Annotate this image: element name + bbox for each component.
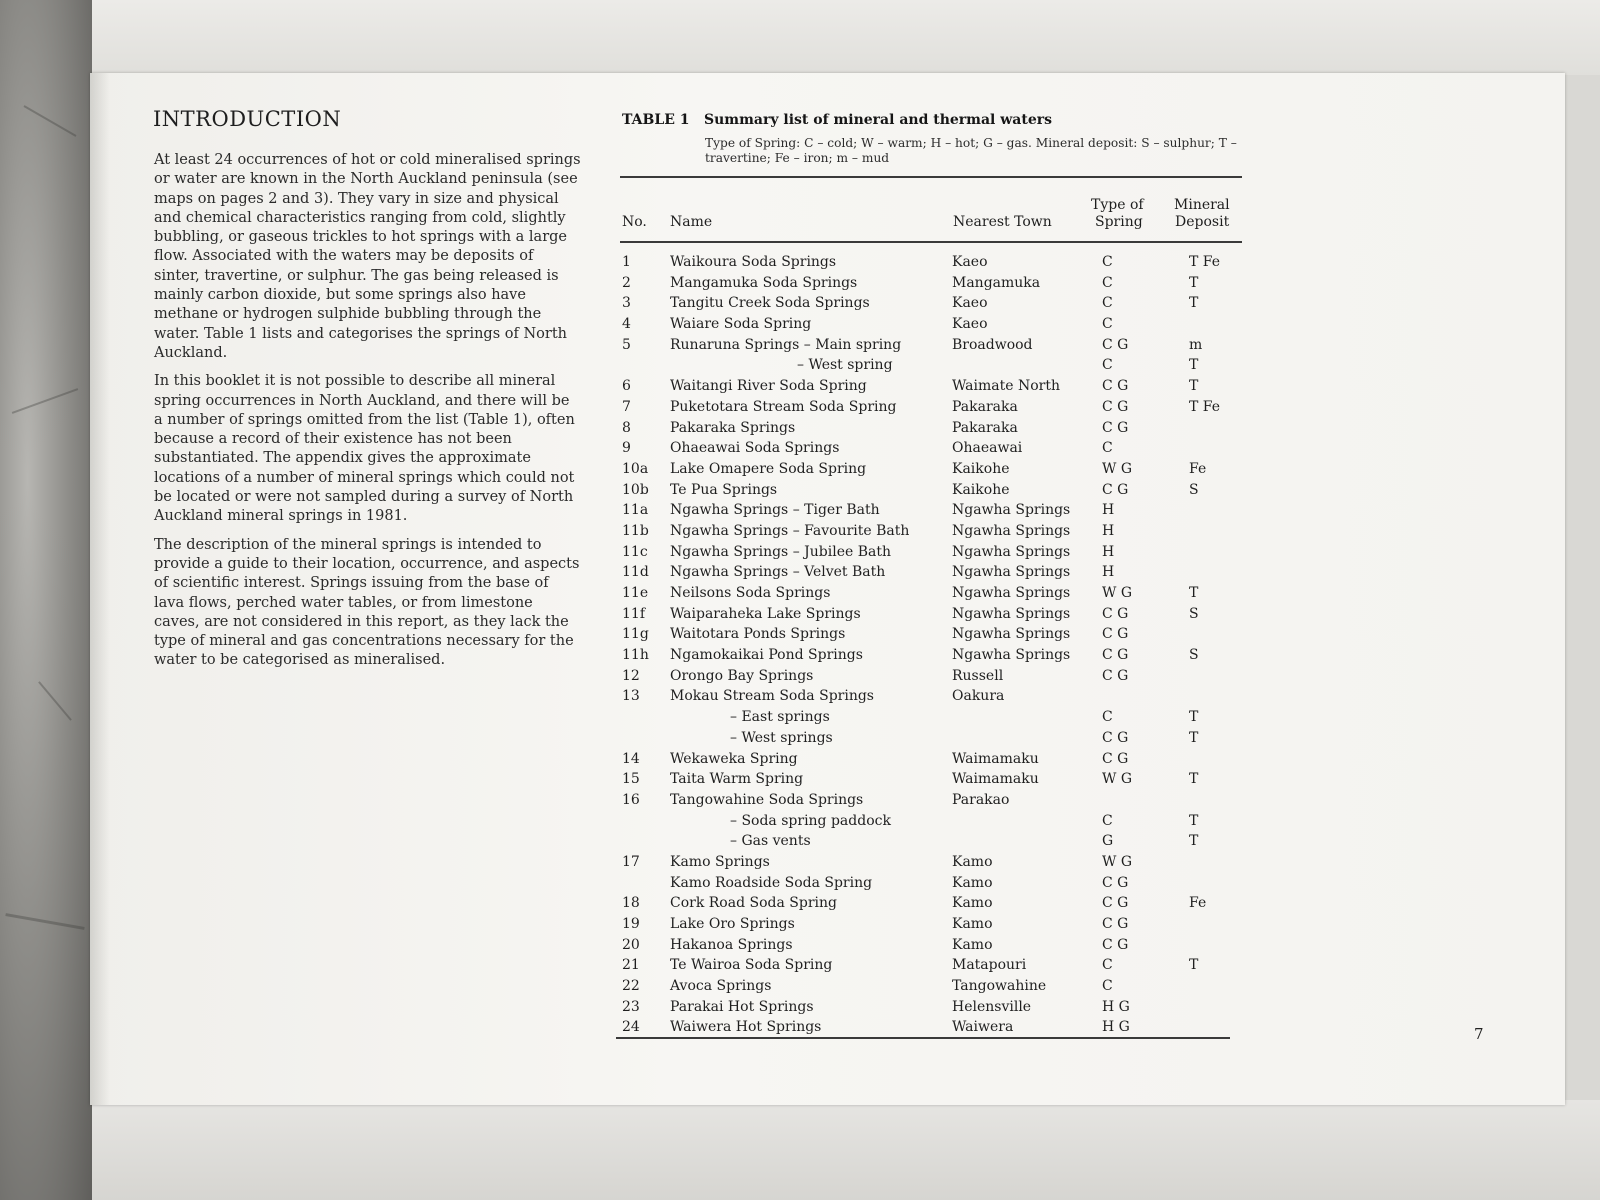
cell-number: 11c <box>622 543 648 560</box>
table-row <box>622 852 1242 873</box>
cell-nearest-town: Kamo <box>952 853 993 870</box>
cell-number: 10a <box>622 460 649 477</box>
cell-nearest-town: Kamo <box>952 874 993 891</box>
cell-name: Mokau Stream Soda Springs <box>670 688 874 705</box>
cell-spring-type: H <box>1102 543 1115 560</box>
cell-spring-type: C G <box>1102 336 1129 353</box>
cell-number: 20 <box>622 936 640 953</box>
table-row <box>622 997 1242 1018</box>
cell-nearest-town: Waimamaku <box>952 750 1039 767</box>
cell-name: Ngawha Springs – Favourite Bath <box>670 522 910 539</box>
cell-nearest-town: Russell <box>952 667 1004 684</box>
table-row <box>622 790 1242 811</box>
cell-nearest-town: Ngawha Springs <box>952 647 1071 664</box>
table-row <box>622 252 1242 273</box>
cell-nearest-town: Kaeo <box>952 254 988 270</box>
table-row <box>622 583 1242 604</box>
cell-name: Pakaraka Springs <box>670 419 796 436</box>
cell-number: 1 <box>622 254 631 270</box>
cell-name: Te Wairoa Soda Spring <box>670 957 833 974</box>
cell-number: 12 <box>622 667 640 684</box>
table-row <box>622 749 1242 770</box>
cell-name: Mangamuka Soda Springs <box>670 274 858 291</box>
cell-name: Puketotara Stream Soda Spring <box>670 398 897 415</box>
cell-name: Kamo Springs <box>670 853 770 870</box>
cell-spring-type: C G <box>1102 647 1129 664</box>
cell-number: 11b <box>622 522 649 539</box>
cell-number: 10b <box>622 481 649 498</box>
cell-spring-type: C <box>1102 957 1113 974</box>
cell-spring-type: C <box>1102 254 1113 270</box>
cell-spring-type: C <box>1102 295 1113 312</box>
table-top-rule <box>620 176 1242 178</box>
cell-number: 22 <box>622 978 640 995</box>
table-row <box>622 769 1242 790</box>
cell-nearest-town: Kamo <box>952 895 993 912</box>
cell-spring-type: C <box>1102 709 1113 726</box>
cell-name: Avoca Springs <box>670 978 772 995</box>
cell-number: 7 <box>622 398 631 415</box>
table-row <box>622 397 1242 418</box>
cell-spring-type: C <box>1102 812 1113 829</box>
table-row <box>622 418 1242 439</box>
header-deposit-line2: Deposit <box>1175 214 1230 230</box>
cell-mineral-deposit: T <box>1189 378 1199 395</box>
table-body <box>622 252 1242 1038</box>
cell-number: 11h <box>622 647 649 664</box>
table-caption: Type of Spring: C – cold; W – warm; H – hot; G – gas. Mineral deposit: S – sulphur; T – travertine; Fe – iron; m – mud <box>705 136 1237 165</box>
table-row <box>622 542 1242 563</box>
table-row <box>622 831 1242 852</box>
cell-spring-type: W G <box>1102 585 1133 601</box>
cell-nearest-town: Helensville <box>952 998 1032 1015</box>
cell-name: Ngawha Springs – Velvet Bath <box>670 564 886 581</box>
table-title <box>622 112 1052 128</box>
cell-number: 19 <box>622 916 640 932</box>
book-page <box>90 73 1565 1105</box>
cell-name: – East springs <box>730 709 830 726</box>
cell-mineral-deposit: T <box>1189 729 1199 746</box>
cell-mineral-deposit: T <box>1189 274 1199 291</box>
cell-spring-type: C G <box>1102 626 1129 643</box>
table-row <box>622 355 1242 376</box>
cell-spring-type: W G <box>1102 460 1133 477</box>
cell-name: Wekaweka Spring <box>670 750 798 767</box>
table-row <box>622 624 1242 645</box>
cell-name: Lake Omapere Soda Spring <box>670 460 867 477</box>
cell-nearest-town: Kaeo <box>952 316 988 333</box>
cell-number: 6 <box>622 378 631 395</box>
table-row <box>622 955 1242 976</box>
cell-spring-type: C <box>1102 978 1113 995</box>
cell-name: Te Pua Springs <box>670 481 778 498</box>
cell-name: Waiparaheka Lake Springs <box>670 605 861 622</box>
cell-mineral-deposit: T Fe <box>1189 398 1221 415</box>
table-bottom-rule <box>616 1037 1230 1039</box>
cell-nearest-town: Mangamuka <box>952 274 1041 291</box>
cell-number: 16 <box>622 791 640 808</box>
header-type-line1: Type of <box>1091 197 1144 213</box>
cell-spring-type: C G <box>1102 481 1129 498</box>
cell-nearest-town: Ngawha Springs <box>952 543 1071 560</box>
table-row <box>622 314 1242 335</box>
cell-spring-type: C G <box>1102 874 1129 891</box>
table-row <box>622 914 1242 935</box>
cell-nearest-town: Pakaraka <box>952 419 1018 436</box>
background-top <box>0 0 1600 75</box>
cell-nearest-town: Oakura <box>952 688 1005 705</box>
cell-number: 15 <box>622 771 640 788</box>
cell-nearest-town: Ngawha Springs <box>952 522 1071 539</box>
cell-spring-type: C G <box>1102 729 1129 746</box>
cell-mineral-deposit: S <box>1189 481 1199 498</box>
facing-page-photo <box>0 0 92 1200</box>
cell-mineral-deposit: T <box>1189 295 1199 312</box>
cell-nearest-town: Tangowahine <box>952 978 1047 995</box>
cell-nearest-town: Waiwera <box>952 1019 1014 1036</box>
cell-spring-type: H G <box>1102 1019 1130 1036</box>
cell-number: 14 <box>622 750 640 767</box>
intro-paragraph-3: The description of the mineral springs is intended to provide a guide to their location, occurrence, and aspects of scientific interest. Springs issuing from the base of lava flows, perched water tables, or from limestone caves, are not considered in this report, as they lack the type of mineral and gas concentrations necessary for the water to be categorised as mineralised. <box>154 536 580 669</box>
cell-nearest-town: Ngawha Springs <box>952 564 1071 581</box>
cell-name: Tangowahine Soda Springs <box>670 791 864 808</box>
cell-name: – Gas vents <box>730 833 811 850</box>
cell-name: Ngawha Springs – Jubilee Bath <box>670 543 891 560</box>
cell-spring-type: C G <box>1102 398 1129 415</box>
table-row <box>622 521 1242 542</box>
cell-name: Runaruna Springs – Main spring <box>670 336 902 353</box>
table-row <box>622 500 1242 521</box>
cell-spring-type: C <box>1102 316 1113 333</box>
cell-nearest-town: Kaeo <box>952 295 988 312</box>
cell-mineral-deposit: T <box>1189 357 1199 374</box>
cell-name: Waiare Soda Spring <box>670 316 812 333</box>
cell-name: Waikoura Soda Springs <box>670 254 837 270</box>
cell-spring-type: C G <box>1102 605 1129 622</box>
table-row <box>622 686 1242 707</box>
cell-name: Waitotara Ponds Springs <box>670 626 846 643</box>
cell-spring-type: C G <box>1102 378 1129 395</box>
page-number: 7 <box>1474 1025 1484 1043</box>
cell-number: 13 <box>622 688 640 705</box>
cell-number: 11a <box>622 502 649 519</box>
cell-mineral-deposit: T <box>1189 771 1199 788</box>
table-row <box>622 811 1242 832</box>
table-row <box>622 1017 1242 1038</box>
cell-mineral-deposit: T <box>1189 812 1199 829</box>
cell-name: Waitangi River Soda Spring <box>670 378 867 395</box>
table-row <box>622 480 1242 501</box>
table-row <box>622 438 1242 459</box>
cell-name: Ngamokaikai Pond Springs <box>670 647 863 664</box>
cell-mineral-deposit: S <box>1189 647 1199 664</box>
cell-mineral-deposit: Fe <box>1189 460 1207 477</box>
cell-spring-type: W G <box>1102 853 1133 870</box>
cell-nearest-town: Ngawha Springs <box>952 605 1071 622</box>
cell-nearest-town: Parakao <box>952 791 1010 808</box>
cell-number: 3 <box>622 295 631 312</box>
cell-name: Kamo Roadside Soda Spring <box>670 874 873 891</box>
table-row <box>622 293 1242 314</box>
cell-number: 8 <box>622 419 631 436</box>
cell-name: Taita Warm Spring <box>670 771 804 788</box>
cell-number: 11e <box>622 585 649 601</box>
cell-name: Orongo Bay Springs <box>670 667 814 684</box>
cell-name: Neilsons Soda Springs <box>670 585 831 601</box>
cell-spring-type: C G <box>1102 936 1129 953</box>
cell-spring-type: C G <box>1102 916 1129 932</box>
cell-nearest-town: Ngawha Springs <box>952 585 1071 601</box>
section-heading: INTRODUCTION <box>153 107 342 131</box>
cell-name: Lake Oro Springs <box>670 916 795 932</box>
cell-mineral-deposit: T <box>1189 833 1199 850</box>
table-row <box>622 707 1242 728</box>
table-row <box>622 604 1242 625</box>
cell-nearest-town: Kaikohe <box>952 460 1010 477</box>
cell-spring-type: W G <box>1102 771 1133 788</box>
cell-name: Cork Road Soda Spring <box>670 895 837 912</box>
cell-number: 21 <box>622 957 640 974</box>
cell-name: Waiwera Hot Springs <box>670 1019 822 1036</box>
cell-nearest-town: Pakaraka <box>952 398 1018 415</box>
cell-spring-type: H G <box>1102 998 1130 1015</box>
cell-number: 11f <box>622 605 645 622</box>
cell-nearest-town: Ngawha Springs <box>952 626 1071 643</box>
cell-nearest-town: Ohaeawai <box>952 440 1023 457</box>
cell-spring-type: C G <box>1102 750 1129 767</box>
cell-nearest-town: Waimate North <box>952 378 1060 395</box>
cell-number: 5 <box>622 336 631 353</box>
header-town: Nearest Town <box>953 214 1052 230</box>
cell-mineral-deposit: T Fe <box>1189 254 1221 270</box>
table-title-text: Summary list of mineral and thermal waters <box>704 112 1052 128</box>
cell-spring-type: H <box>1102 522 1115 539</box>
table-row <box>622 935 1242 956</box>
cell-nearest-town: Ngawha Springs <box>952 502 1071 519</box>
cell-nearest-town: Kamo <box>952 936 993 953</box>
introduction-text <box>154 151 582 680</box>
cell-name: Tangitu Creek Soda Springs <box>670 295 870 312</box>
table-row <box>622 273 1242 294</box>
cell-number: 2 <box>622 274 631 291</box>
cell-spring-type: H <box>1102 564 1115 581</box>
cell-nearest-town: Kamo <box>952 916 993 932</box>
cell-name: – West springs <box>730 729 833 746</box>
table-row <box>622 645 1242 666</box>
cell-name: Ohaeawai Soda Springs <box>670 440 840 457</box>
intro-paragraph-1: At least 24 occurrences of hot or cold mineralised springs or water are known in the North Auckland peninsula (see maps on pages 2 and 3). They vary in size and physical and chemical characteristics ranging from cold, slightly bubbling, or gaseous trickles to hot springs with a large flow. Associated with the waters may be deposits of sinter, travertine, or sulphur. The gas being released is mainly carbon dioxide, but some springs also have methane or hydrogen sulphide bubbling through the water. Table 1 lists and categorises the springs of North Auckland. <box>154 152 581 361</box>
cell-number: 18 <box>622 895 640 912</box>
cell-spring-type: C G <box>1102 895 1129 912</box>
cell-spring-type: C <box>1102 357 1113 374</box>
cell-name: Hakanoa Springs <box>670 936 793 953</box>
cell-nearest-town: Waimamaku <box>952 771 1039 788</box>
table-row <box>622 893 1242 914</box>
table-row <box>622 873 1242 894</box>
cell-name: – Soda spring paddock <box>730 812 891 829</box>
header-no: No. <box>622 214 647 230</box>
cell-mineral-deposit: m <box>1189 336 1203 353</box>
background-bottom <box>0 1100 1600 1200</box>
cell-spring-type: C G <box>1102 419 1129 436</box>
cell-spring-type: C G <box>1102 667 1129 684</box>
cell-name: – West spring <box>797 357 893 374</box>
header-type-line2: Spring <box>1095 214 1143 230</box>
header-name: Name <box>670 214 713 230</box>
table-row <box>622 335 1242 356</box>
cell-number: 23 <box>622 998 640 1015</box>
page-gutter-shadow <box>90 73 110 1105</box>
table-header-rule <box>620 241 1242 243</box>
intro-paragraph-2: In this booklet it is not possible to describe all mineral spring occurrences in North Auckland, and there will be a number of springs omitted from the list (Table 1), often because a record of their existence has not been substantiated. The appendix gives the approximate locations of a number of mineral springs which could not be located or were not sampled during a survey of North Auckland mineral springs in 1981. <box>154 373 575 525</box>
cell-number: 4 <box>622 316 631 333</box>
cell-spring-type: C <box>1102 440 1113 457</box>
table-row <box>622 376 1242 397</box>
cell-spring-type: C <box>1102 274 1113 291</box>
cell-number: 24 <box>622 1019 640 1036</box>
table-number: TABLE 1 <box>622 112 690 128</box>
cell-mineral-deposit: Fe <box>1189 895 1207 912</box>
cell-name: Ngawha Springs – Tiger Bath <box>670 502 880 519</box>
header-deposit-line1: Mineral <box>1174 197 1230 213</box>
cell-number: 11g <box>622 626 649 643</box>
cell-mineral-deposit: T <box>1189 585 1199 601</box>
cell-number: 17 <box>622 853 640 870</box>
cell-nearest-town: Matapouri <box>952 957 1027 974</box>
cell-spring-type: G <box>1102 833 1114 850</box>
cell-nearest-town: Broadwood <box>952 336 1033 353</box>
cell-mineral-deposit: T <box>1189 709 1199 726</box>
table-header <box>622 196 1242 240</box>
cell-mineral-deposit: T <box>1189 957 1199 974</box>
table-row <box>622 976 1242 997</box>
cell-number: 11d <box>622 564 649 581</box>
table-row <box>622 459 1242 480</box>
cell-number: 9 <box>622 440 631 457</box>
table-row <box>622 728 1242 749</box>
cell-name: Parakai Hot Springs <box>670 998 814 1015</box>
cell-spring-type: H <box>1102 502 1115 519</box>
cell-mineral-deposit: S <box>1189 605 1199 622</box>
table-row <box>622 666 1242 687</box>
cell-nearest-town: Kaikohe <box>952 481 1010 498</box>
table-row <box>622 562 1242 583</box>
